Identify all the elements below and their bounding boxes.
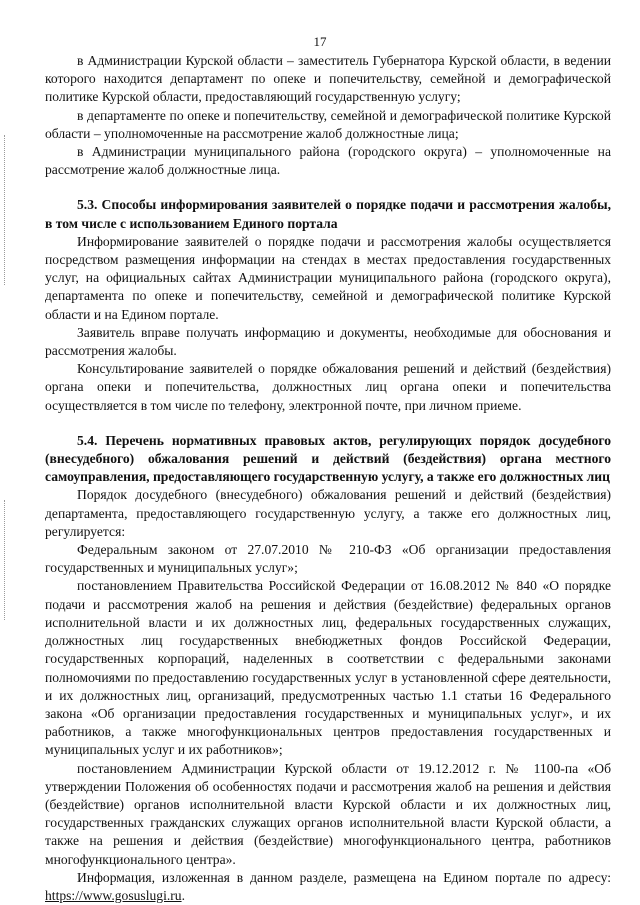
paragraph: в департаменте по опеке и попечительству, семейной и демографической политике Курской области – уполномоченные на рассмотрение жалоб должностные лица; xyxy=(45,107,611,141)
gosuslugi-link[interactable]: https://www.gosuslugi.ru xyxy=(45,887,182,903)
paragraph: постановлением Администрации Курской области от 19.12.2012 г. № 1100-па «Об утверждении Положения об особенностях подачи и рассмотрения жалоб на решения и действия (бездействие) органов исполнительной власти Курской области и их должностных лиц, государственных гражданских служащих органов исполнительной власти Курской области, а также на решения и действия (бездействие) многофункционального центра, работников многофункционального центра». xyxy=(45,760,611,867)
closing-text: Информация, изложенная в данном разделе, размещена на Едином портале по адресу: xyxy=(77,869,611,885)
closing-end: . xyxy=(181,887,185,903)
paragraph: Консультирование заявителей о порядке обжалования решений и действий (бездействия) органа опеки и попечительства, должностных лиц органа опеки и попечительства осуществляется в том числе по телефону, электронной почте, при личном приеме. xyxy=(45,361,611,413)
scan-margin-marks xyxy=(4,500,7,620)
closing-paragraph xyxy=(45,869,611,905)
paragraph: Информирование заявителей о порядке подачи и рассмотрения жалобы осуществляется посредством размещения информации на стендах в местах предоставления государственных услуг, на официальных сайтах Администрации муниципального района (городского округа), департамента по опеке и попечительству, семейной и демографической политике Курской области и на Едином портале. xyxy=(45,233,611,322)
paragraph: постановлением Правительства Российской Федерации от 16.08.2012 № 840 «О порядке подачи и рассмотрения жалоб на решения и действия (бездействие) федеральных органов исполнительной власти и их должностных лиц, федеральных государственных служащих, должностных лиц государственных внебюджетных фондов Российской Федерации, государственных корпораций, наделенных в соответствии с федеральными законами полномочиями по предоставлению государственных услуг в установленной сфере деятельности, и их должностных лиц, организаций, предусмотренных частью 1.1 статьи 16 Федерального закона «Об организации предоставления государственных и муниципальных услуг», и их работников, а также многофункциональных центров предоставления государственных и муниципальных услуг и их работников»; xyxy=(45,578,611,758)
paragraph: в Администрации муниципального района (городского округа) – уполномоченные на рассмотрение жалоб должностные лица. xyxy=(45,144,611,178)
paragraph: Порядок досудебного (внесудебного) обжалования решений и действий (бездействия) департамента, предоставляющего государственную услугу, а также его должностных лиц, регулируется: xyxy=(45,487,611,539)
paragraph: в Администрации Курской области – заместитель Губернатора Курской области, в ведении которого находится департамент по опеке и попечительству, семейной и демографической политике Курской области, предоставляющий государственную услугу; xyxy=(45,53,611,105)
paragraph: Федеральным законом от 27.07.2010 № 210-ФЗ «Об организации предоставления государственных и муниципальных услуг»; xyxy=(45,542,611,576)
section-heading-5-4: 5.4. Перечень нормативных правовых актов, регулирующих порядок досудебного (внесудебного) обжалования решений и действий (бездействия) органа местного самоуправления, предоставляющего государственную услугу, а также его должностных лиц xyxy=(45,432,611,485)
paragraph: Заявитель вправе получать информацию и документы, необходимые для обоснования и рассмотрения жалобы. xyxy=(45,324,611,359)
section-heading-5-3: 5.3. Способы информирования заявителей о порядке подачи и рассмотрения жалобы, в том числе с использованием Единого портала xyxy=(45,197,611,231)
document-body xyxy=(45,52,611,905)
page-number: 17 xyxy=(313,34,327,49)
scan-margin-marks xyxy=(4,135,7,285)
